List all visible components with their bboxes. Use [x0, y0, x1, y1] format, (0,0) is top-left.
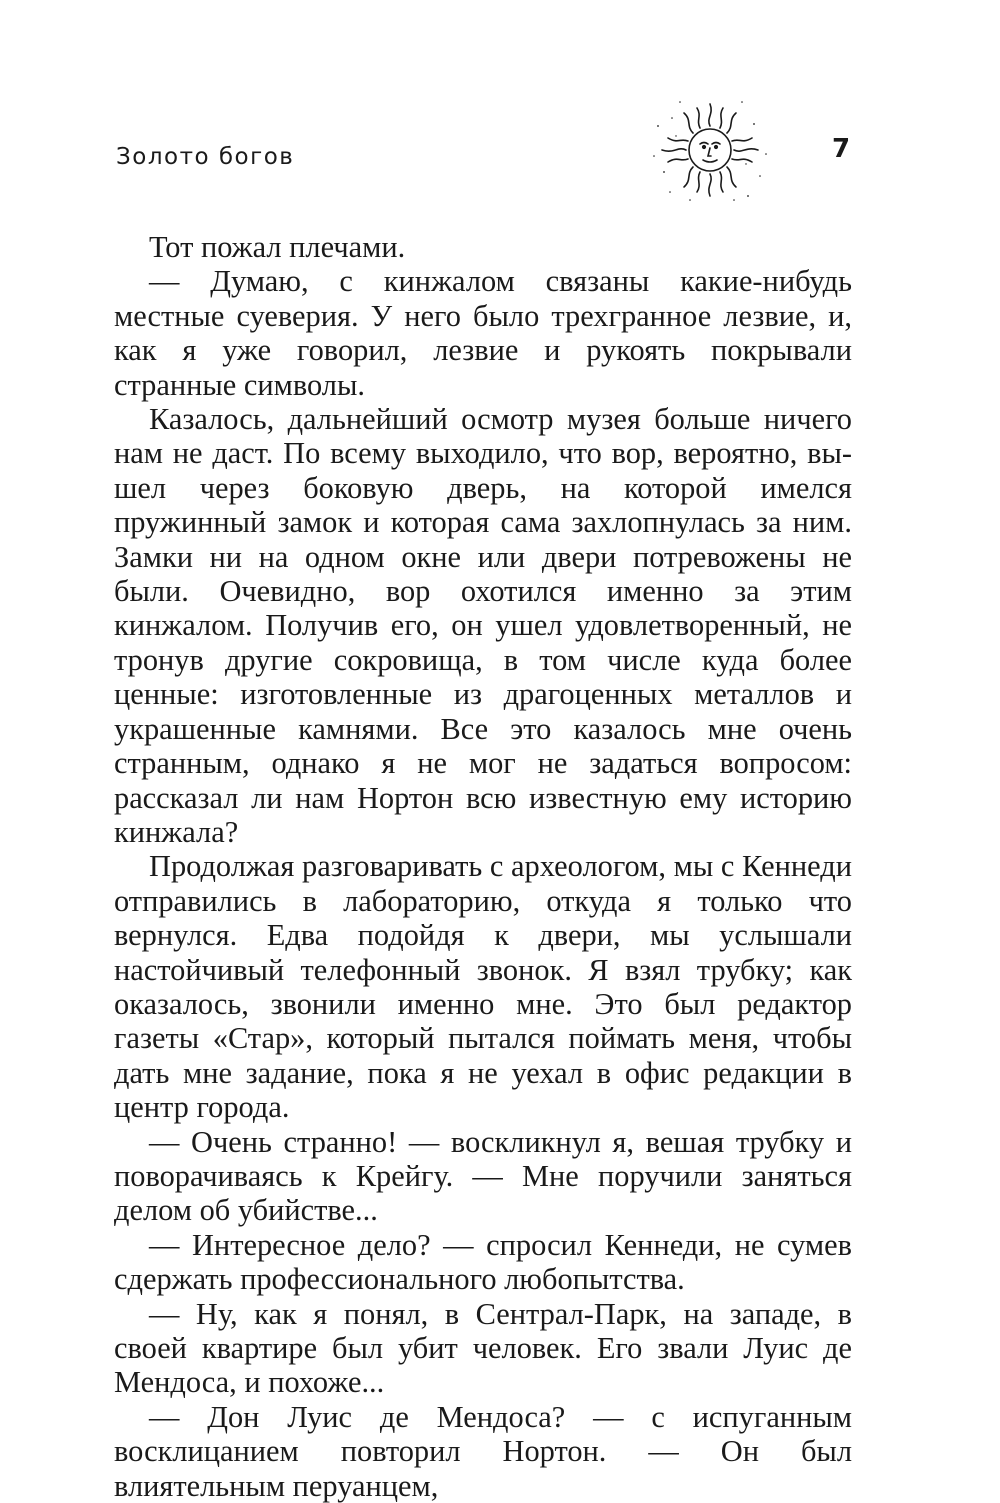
paragraph: — Думаю, с кинжалом связаны какие-нибудь местные суеверия. У него было трехгранное лезвие, и, как я уже говорил, лезвие и рукоять покрывали странные символы. — [114, 264, 852, 402]
sun-face-icon — [650, 96, 770, 204]
paragraph: — Дон Луис де Мендоса? — с испуганным восклицанием повторил Нортон. — Он был влиятельным перуанцем, — [114, 1399, 852, 1503]
paragraph: Продолжая разговаривать с археологом, мы с Кеннеди отправились в лабораторию, откуда я только что вернулся. Едва подойдя к двери, мы услышали настойчивый телефонный звонок. Я взял трубку; как оказалось, звонили именно мне. Это был редактор газеты «Стар», который пытался поймать меня, чтобы дать мне задание, пока я не уехал в офис редакции в центр города. — [114, 849, 852, 1125]
page-number: 7 — [832, 134, 851, 164]
running-head: Золото богов — [116, 144, 295, 170]
paragraph: — Интересное дело? — спросил Кеннеди, не сумев сдержать профессионального любопытства. — [114, 1227, 852, 1297]
paragraph: Казалось, дальнейший осмотр музея больше ничего нам не даст. По всему выходило, что вор, вероятно, вышел через боковую дверь, на которой имелся пружинный замок и которая сама захлопнулась за ним. Замки ни на одном окне или двери потревожены не были. Очевидно, вор охотился именно за этим кинжалом. Получив его, он ушел удовлетворенный, не тронув другие сокровища, в том числе куда более ценные: изготовленные из драгоценных металлов и украшенные камнями. Все это казалось мне очень странным, однако я не мог не задаться вопросом: рассказал ли нам Нортон всю известную ему историю кинжала? — [114, 402, 852, 849]
body-text — [114, 230, 852, 1503]
paragraph: — Очень странно! — воскликнул я, вешая трубку и поворачиваясь к Крейгу. — Мне поручили заняться делом об убийстве... — [114, 1124, 852, 1228]
paragraph: — Ну, как я понял, в Сентрал-Парк, на западе, в своей квартире был убит человек. Его звали Луис де Мендоса, и похоже... — [114, 1296, 852, 1400]
paragraph: Тот пожал плечами. — [149, 230, 406, 264]
